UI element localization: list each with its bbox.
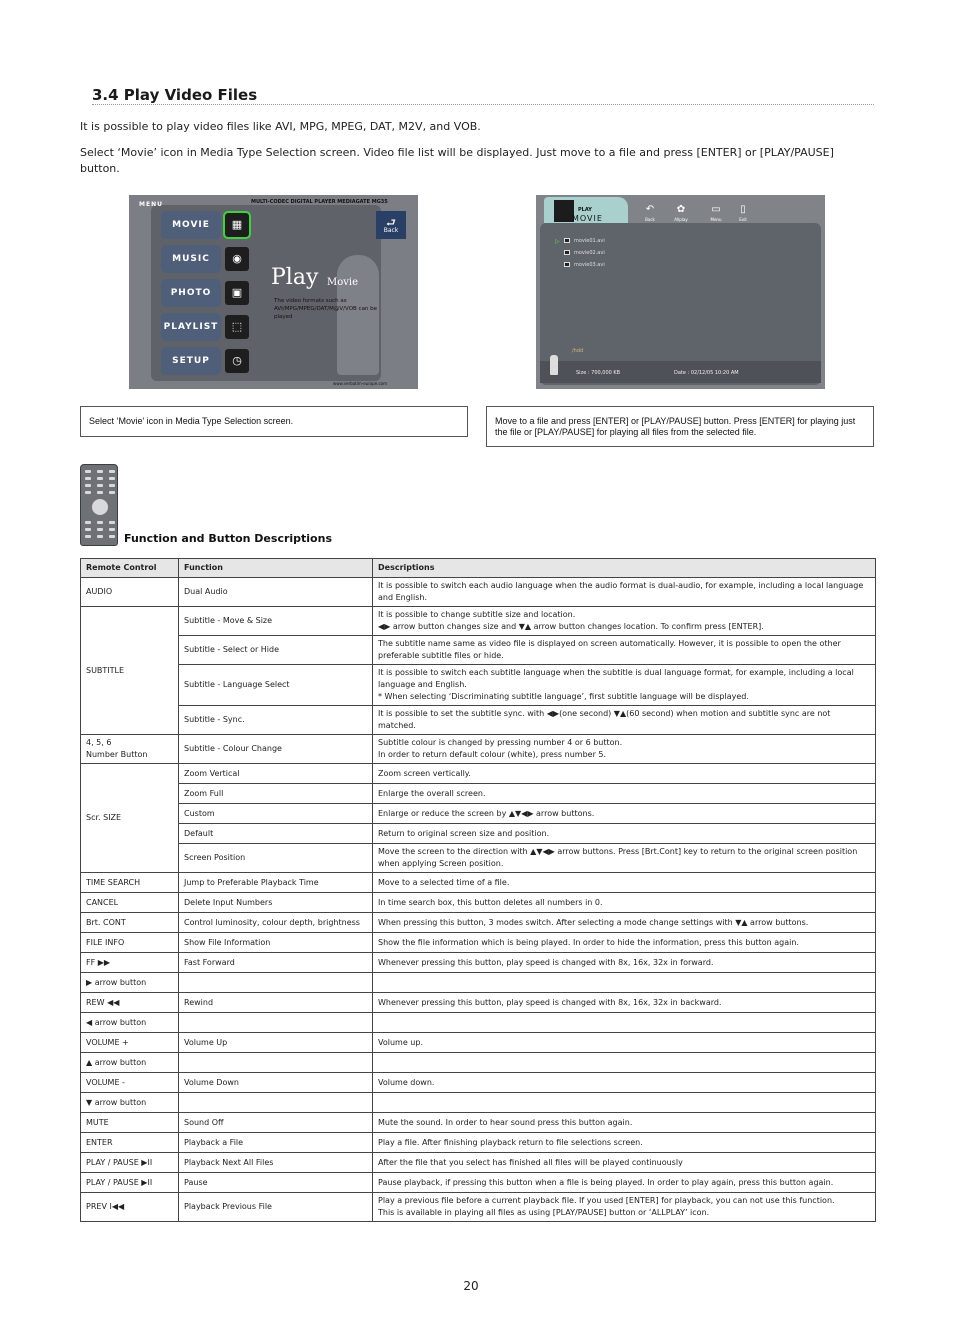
table-row	[81, 1013, 876, 1033]
table-row	[81, 804, 876, 824]
function-cell: Subtitle - Sync.	[179, 706, 373, 735]
file-name: movie02.avi	[574, 250, 605, 256]
back-label: Back	[383, 227, 399, 234]
toolbar-label: Back	[645, 217, 655, 222]
table-row	[81, 1033, 876, 1053]
toolbar-allplay-button[interactable]	[672, 203, 690, 223]
description-cell: Play a previous file before a current playback file. If you used [ENTER] for playback, you can not use this function. This is available in playing all files as using [PLAY/PAUSE] button or ‘ALLPLAY’ icon.	[373, 1193, 876, 1222]
menu-icon: ▭	[711, 204, 721, 215]
intro-paragraph: It is possible to play video files like AVI, MPG, MPEG, DAT, M2V, and VOB.	[80, 120, 481, 133]
date-value: 02/12/05 10:20 AM	[690, 370, 739, 376]
file-name: movie01.avi	[574, 238, 605, 244]
function-cell: Sound Off	[179, 1113, 373, 1133]
description-cell: Pause playback, if pressing this button when a file is being played. In order to play again, press this button again.	[373, 1173, 876, 1193]
menu-item-photo[interactable]: PHOTO	[161, 279, 221, 307]
file-item[interactable]	[564, 250, 605, 256]
table-row	[81, 706, 876, 735]
toolbar-label: Allplay	[674, 217, 688, 222]
remote-control-cell: ENTER	[81, 1133, 179, 1153]
description-cell: It is possible to change subtitle size and location. ◀▶ arrow button changes size and ▼▲ arrow button changes location. To confirm press [ENTER].	[373, 607, 876, 636]
table-row	[81, 578, 876, 607]
table-row	[81, 933, 876, 953]
function-cell: Control luminosity, colour depth, brightness	[179, 913, 373, 933]
play-title: Play	[271, 265, 319, 290]
function-cell: Default	[179, 824, 373, 844]
size-value: 700,000 KB	[591, 370, 621, 376]
size-label: Size	[576, 370, 587, 376]
remote-control-cell: ▲ arrow button	[81, 1053, 179, 1073]
table-row	[81, 913, 876, 933]
function-cell: Dual Audio	[179, 578, 373, 607]
table-body	[81, 578, 876, 1222]
table-row	[81, 784, 876, 804]
description-cell: Subtitle colour is changed by pressing number 4 or 6 button. In order to return default colour (white), press number 5.	[373, 735, 876, 764]
movie-list-screenshot	[536, 195, 825, 389]
remote-control-cell: VOLUME -	[81, 1073, 179, 1093]
function-cell	[179, 1093, 373, 1113]
column-header: Function	[179, 559, 373, 578]
remote-control-cell: FILE INFO	[81, 933, 179, 953]
description-cell: Mute the sound. In order to hear sound press this button again.	[373, 1113, 876, 1133]
function-cell: Volume Up	[179, 1033, 373, 1053]
function-cell: Jump to Preferable Playback Time	[179, 873, 373, 893]
caption-left: Select ‘Movie’ icon in Media Type Selection screen.	[80, 406, 468, 437]
remote-control-cell: PLAY / PAUSE ▶II	[81, 1153, 179, 1173]
date-label: Date	[674, 370, 686, 376]
remote-control-cell: ◀ arrow button	[81, 1013, 179, 1033]
menu-item-movie[interactable]: MOVIE	[161, 211, 221, 239]
function-cell: Subtitle - Language Select	[179, 665, 373, 706]
description-cell: Zoom screen vertically.	[373, 764, 876, 784]
remote-control-cell: FF ▶▶	[81, 953, 179, 973]
remote-control-cell: AUDIO	[81, 578, 179, 607]
website-text: www.verbatim-europe.com	[333, 381, 388, 386]
function-cell: Screen Position	[179, 844, 373, 873]
remote-control-cell: VOLUME +	[81, 1033, 179, 1053]
description-cell: Volume down.	[373, 1073, 876, 1093]
function-cell: Subtitle - Colour Change	[179, 735, 373, 764]
table-row	[81, 1153, 876, 1173]
table-row	[81, 873, 876, 893]
function-cell: Playback Previous File	[179, 1193, 373, 1222]
function-cell: Delete Input Numbers	[179, 893, 373, 913]
description-cell: Show the file information which is being played. In order to hide the information, press this button again.	[373, 933, 876, 953]
file-icon	[564, 250, 570, 255]
description-cell: When pressing this button, 3 modes switch. After selecting a mode change settings with ▼▲ arrow buttons.	[373, 913, 876, 933]
camera-icon: ▣	[225, 281, 249, 305]
toolbar-exit-button[interactable]	[734, 203, 752, 223]
title-rule	[92, 104, 874, 105]
film-icon	[554, 200, 574, 222]
remote-control-cell: ▶ arrow button	[81, 973, 179, 993]
remote-control-cell: Scr. SIZE	[81, 764, 179, 873]
toolbar-menu-button[interactable]	[707, 203, 725, 223]
description-cell: It is possible to switch each subtitle language when the subtitle is dual language format, for example, including a local language and English. * When selecting ‘Discriminating subtitle language’, first subtitle language will be displayed.	[373, 665, 876, 706]
description-cell	[373, 1093, 876, 1113]
remote-control-cell: TIME SEARCH	[81, 873, 179, 893]
table-row	[81, 973, 876, 993]
table-heading: Function and Button Descriptions	[124, 532, 332, 545]
remote-control-cell: CANCEL	[81, 893, 179, 913]
function-cell: Pause	[179, 1173, 373, 1193]
description-cell: It is possible to switch each audio language when the audio format is dual-audio, for example, including a local language and English.	[373, 578, 876, 607]
description-cell: Return to original screen size and position.	[373, 824, 876, 844]
function-cell	[179, 1013, 373, 1033]
remote-control-cell: SUBTITLE	[81, 607, 179, 735]
table-row	[81, 1053, 876, 1073]
table-row	[81, 735, 876, 764]
table-row	[81, 1093, 876, 1113]
function-cell	[179, 973, 373, 993]
film-icon: ▦	[225, 213, 249, 237]
description-cell: Move to a selected time of a file.	[373, 873, 876, 893]
instruction-paragraph: Select ‘Movie’ icon in Media Type Selection screen. Video file list will be displayed. Just move to a file and press [ENTER] or [PLAY/PAUSE] button.	[80, 146, 834, 175]
description-cell: Play a file. After finishing playback return to file selections screen.	[373, 1133, 876, 1153]
menu-tag: MENU	[139, 201, 163, 208]
function-table	[80, 558, 876, 1222]
table-row	[81, 636, 876, 665]
function-cell: Fast Forward	[179, 953, 373, 973]
remote-control-cell: Brt. CONT	[81, 913, 179, 933]
file-icon	[564, 262, 570, 267]
table-row	[81, 893, 876, 913]
description-cell: Volume up.	[373, 1033, 876, 1053]
description-cell	[373, 973, 876, 993]
table-row	[81, 607, 876, 636]
file-name: movie03.avi	[574, 262, 605, 268]
table-row	[81, 824, 876, 844]
function-cell: Show File Information	[179, 933, 373, 953]
function-cell: Rewind	[179, 993, 373, 1013]
description-cell: Enlarge or reduce the screen by ▲▼◀▶ arrow buttons.	[373, 804, 876, 824]
speaker-icon: ◉	[225, 247, 249, 271]
function-cell: Subtitle - Select or Hide	[179, 636, 373, 665]
selection-cursor-icon: ▷	[555, 238, 560, 245]
function-cell: Custom	[179, 804, 373, 824]
file-item[interactable]	[564, 262, 605, 268]
section-title: 3.4 Play Video Files	[92, 86, 258, 104]
description-cell: In time search box, this button deletes all numbers in 0.	[373, 893, 876, 913]
table-row	[81, 844, 876, 873]
formats-text: The video formats such as AVI/MPG/MPEG/DAT/M@V/VOB can be played	[274, 298, 378, 320]
table-row	[81, 1173, 876, 1193]
play-subtitle: Movie	[327, 277, 359, 288]
remote-control-cell: 4, 5, 6 Number Button	[81, 735, 179, 764]
gift-box-icon: ⬚	[225, 315, 249, 339]
remote-icon	[550, 355, 558, 375]
table-row	[81, 1073, 876, 1093]
allplay-icon: ✿	[676, 204, 686, 215]
caption-right: Move to a file and press [ENTER] or [PLAY/PAUSE] button. Press [ENTER] for playing just the file or [PLAY/PAUSE] for playing all files from the selected file.	[486, 406, 874, 447]
table-row	[81, 953, 876, 973]
back-button[interactable]	[376, 211, 406, 239]
header-play: PLAY	[578, 207, 592, 213]
column-header: Descriptions	[373, 559, 876, 578]
menu-item-setup[interactable]: SETUP	[161, 347, 221, 375]
function-cell	[179, 1053, 373, 1073]
table-row	[81, 993, 876, 1013]
column-header: Remote Control	[81, 559, 179, 578]
description-cell: After the file that you select has finished all files will be played continuously	[373, 1153, 876, 1173]
description-cell: Whenever pressing this button, play speed is changed with 8x, 16x, 32x in forward.	[373, 953, 876, 973]
remote-control-cell: ▼ arrow button	[81, 1093, 179, 1113]
table-row	[81, 1193, 876, 1222]
toolbar-back-button[interactable]	[641, 203, 659, 223]
function-cell: Subtitle - Move & Size	[179, 607, 373, 636]
description-cell: The subtitle name same as video file is displayed on screen automatically. However, it is possible to open the other preferable subtitle files or hide.	[373, 636, 876, 665]
file-icon	[564, 238, 570, 243]
exit-icon: ▯	[740, 204, 746, 215]
table-row	[81, 665, 876, 706]
table-header-row	[81, 559, 876, 578]
description-cell: Enlarge the overall screen.	[373, 784, 876, 804]
file-date: Date : 02/12/05 10:20 AM	[674, 370, 739, 376]
function-cell: Zoom Vertical	[179, 764, 373, 784]
function-cell: Zoom Full	[179, 784, 373, 804]
table-row	[81, 1113, 876, 1133]
table-row	[81, 764, 876, 784]
file-item[interactable]	[564, 238, 605, 244]
current-path: /hdd	[572, 348, 584, 354]
table-row	[81, 1133, 876, 1153]
media-menu-screenshot	[129, 195, 418, 389]
back-arrow-icon: ⮐	[386, 216, 396, 229]
toolbar-label: Exit	[739, 217, 747, 222]
back-icon: ↶	[645, 204, 655, 215]
description-cell	[373, 1013, 876, 1033]
menu-item-playlist[interactable]: PLAYLIST	[161, 313, 221, 341]
header-tab	[544, 197, 628, 223]
device-brand: MULTI-CODEC DIGITAL PLAYER MEDIAGATE MG35	[251, 199, 388, 205]
file-size: Size : 700,000 KB	[576, 370, 621, 376]
menu-item-music[interactable]: MUSIC	[161, 245, 221, 273]
description-cell: Move the screen to the direction with ▲▼◀▶ arrow buttons. Press [Brt.Cont] key to return to the original screen position when applying Screen position.	[373, 844, 876, 873]
remote-control-cell: MUTE	[81, 1113, 179, 1133]
header-movie: MOVIE	[572, 214, 603, 223]
remote-control-cell: REW ◀◀	[81, 993, 179, 1013]
toolbar-label: Menu	[710, 217, 722, 222]
page-number: 20	[463, 1279, 479, 1293]
remote-control-icon	[80, 464, 118, 546]
remote-control-cell: PREV I◀◀	[81, 1193, 179, 1222]
description-cell: It is possible to set the subtitle sync. with ◀▶(one second) ▼▲(60 second) when motion and subtitle sync are not matched.	[373, 706, 876, 735]
function-cell: Volume Down	[179, 1073, 373, 1093]
description-cell	[373, 1053, 876, 1073]
description-cell: Whenever pressing this button, play speed is changed with 8x, 16x, 32x in backward.	[373, 993, 876, 1013]
clock-icon: ◷	[225, 349, 249, 373]
function-cell: Playback Next All Files	[179, 1153, 373, 1173]
remote-control-cell: PLAY / PAUSE ▶II	[81, 1173, 179, 1193]
function-cell: Playback a File	[179, 1133, 373, 1153]
